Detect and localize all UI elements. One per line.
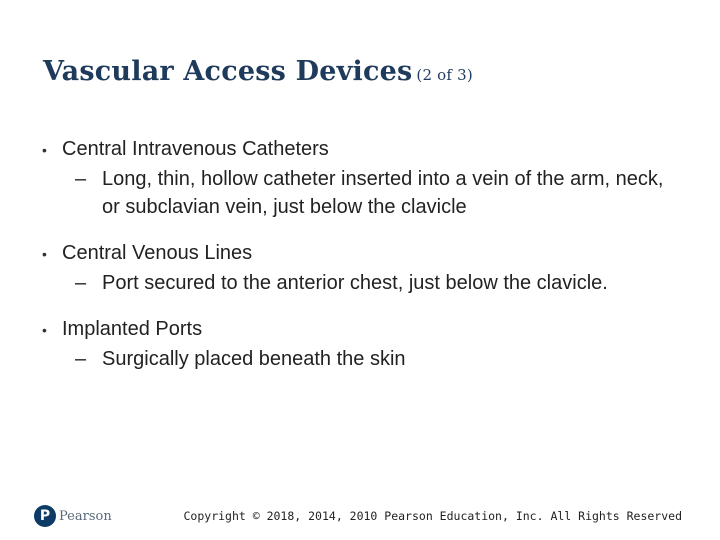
slide-title [43,56,473,87]
slide-title-suffix: (2 of 3) [416,66,473,84]
sub-bullet-text: Long, thin, hollow catheter inserted into a vein of the arm, neck, or subclavian vein, just below the clavicle [102,168,664,218]
sub-bullet-marker: – [75,272,87,294]
pearson-logo [34,505,112,527]
sub-bullet-item [62,165,680,221]
slide-title-text: Vascular Access Devices [43,56,413,87]
bullet-item-central-venous-lines [30,241,680,297]
bullet-list [30,137,680,393]
bullet-item-implanted-ports [30,317,680,373]
sub-bullet-text: Surgically placed beneath the skin [102,348,406,370]
sub-bullet-marker: – [75,348,87,370]
sub-bullet-item [62,269,680,297]
sub-bullet-text: Port secured to the anterior chest, just below the clavicle. [102,272,608,294]
sub-bullet-item [62,345,680,373]
copyright-notice: Copyright © 2018, 2014, 2010 Pearson Education, Inc. All Rights Reserved [183,509,682,523]
bullet-text: Implanted Ports [62,318,203,340]
sub-bullet-marker: – [75,168,87,190]
bullet-text: Central Venous Lines [62,242,253,264]
sub-bullet-list [62,345,680,373]
pearson-logo-text: Pearson [59,508,112,524]
sub-bullet-list [62,165,680,221]
sub-bullet-list [62,269,680,297]
bullet-item-central-iv-catheters [30,137,680,221]
bullet-marker: • [42,322,47,338]
bullet-marker: • [42,142,47,158]
pearson-logo-icon: P [34,505,56,527]
bullet-text: Central Intravenous Catheters [62,138,329,160]
bullet-marker: • [42,246,47,262]
